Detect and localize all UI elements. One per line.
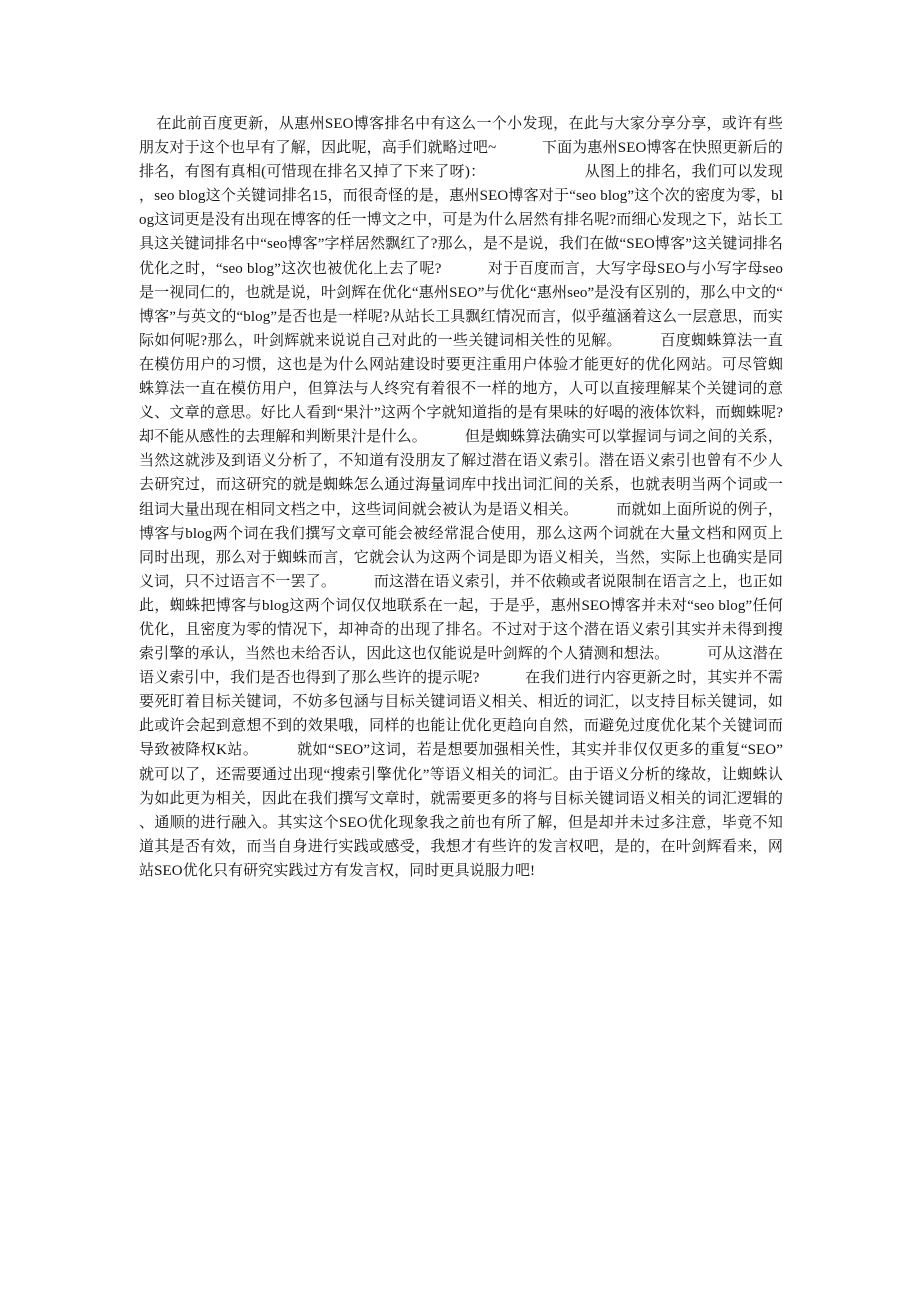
article-paragraph: 在此前百度更新，从惠州SEO博客排名中有这么一个小发现，在此与大家分享分享，或许有些朋友对于这个也早有了解，因此呢，高手们就略过吧~ 下面为惠州SEO博客在快照更新后的排名，有图有真相(可惜现在排名又掉了下来了呀)： 从图上的排名，我们可以发现，seo blog这个关键词排名15，而很奇怪的是，惠州SEO博客对于“seo blog”这个次的密度为零，blog这词更是没有出现在博客的任一博文之中，可是为什么居然有排名呢?而细心发现之下，站长工具这关键词排名中“seo博客”字样居然飘红了?那么，是不是说，我们在做“SEO博客”这关键词排名优化之时，“seo blog”这次也被优化上去了呢? 对于百度而言，大写字母SEO与小写字母seo是一视同仁的，也就是说，叶剑辉在优化“惠州SEO”与优化“惠州seo”是没有区别的，那么中文的“博客”与英文的“blog”是否也是一样呢?从站长工具飘红情况而言，似乎蕴涵着这么一层意思，而实际如何呢?那么，叶剑辉就来说说自己对此的一些关键词相关性的见解。 百度蜘蛛算法一直在模仿用户的习惯，这也是为什么网站建设时要更注重用户体验才能更好的优化网站。可尽管蜘蛛算法一直在模仿用户，但算法与人终究有着很不一样的地方，人可以直接理解某个关键词的意义、文章的意思。好比人看到“果汁”这两个字就知道指的是有果味的好喝的液体饮料，而蜘蛛呢?却不能从感性的去理解和判断果汁是什么。 但是蜘蛛算法确实可以掌握词与词之间的关系，当然这就涉及到语义分析了，不知道有没朋友了解过潜在语义索引。潜在语义索引也曾有不少人去研究过，而这研究的就是蜘蛛怎么通过海量词库中找出词汇间的关系，也就表明当两个词或一组词大量出现在相同文档之中，这些词间就会被认为是语义相关。 而就如上面所说的例子，博客与blog两个词在我们撰写文章可能会被经常混合使用，那么这两个词就在大量文档和网页上同时出现，那么对于蜘蛛而言，它就会认为这两个词是即为语义相关，当然，实际上也确实是同义词，只不过语言不一罢了。 而这潜在语义索引，并不依赖或者说限制在语言之上，也正如此，蜘蛛把博客与blog这两个词仅仅地联系在一起，于是乎，惠州SEO博客并未对“seo blog”任何优化，且密度为零的情况下，却神奇的出现了排名。不过对于这个潜在语义索引其实并未得到搜索引擎的承认，当然也未给否认，因此这也仅能说是叶剑辉的个人猜测和想法。 可从这潜在语义索引中，我们是否也得到了那么些许的提示呢? 在我们进行内容更新之时，其实并不需要死盯着目标关键词，不妨多包涵与目标关键词语义相关、相近的词汇，以支持目标关键词，如此或许会起到意想不到的效果哦，同样的也能让优化更趋向自然，而避免过度优化某个关键词而导致被降权K站。 就如“SEO”这词，若是想要加强相关性，其实并非仅仅更多的重复“SEO”就可以了，还需要通过出现“搜索引擎优化”等语义相关的词汇。由于语义分析的缘故，让蜘蛛认为如此更为相关，因此在我们撰写文章时，就需要更多的将与目标关键词语义相关的词汇逻辑的、通顺的进行融入。其实这个SEO优化现象我之前也有所了解，但是却并未过多注意，毕竟不知道其是否有效，而当自身进行实践或感受，我想才有些许的发言权吧，是的，在叶剑辉看来，网站SEO优化只有研究实践过方有发言权，同时更具说服力吧! [139,116,783,879]
article-body [139,112,783,883]
